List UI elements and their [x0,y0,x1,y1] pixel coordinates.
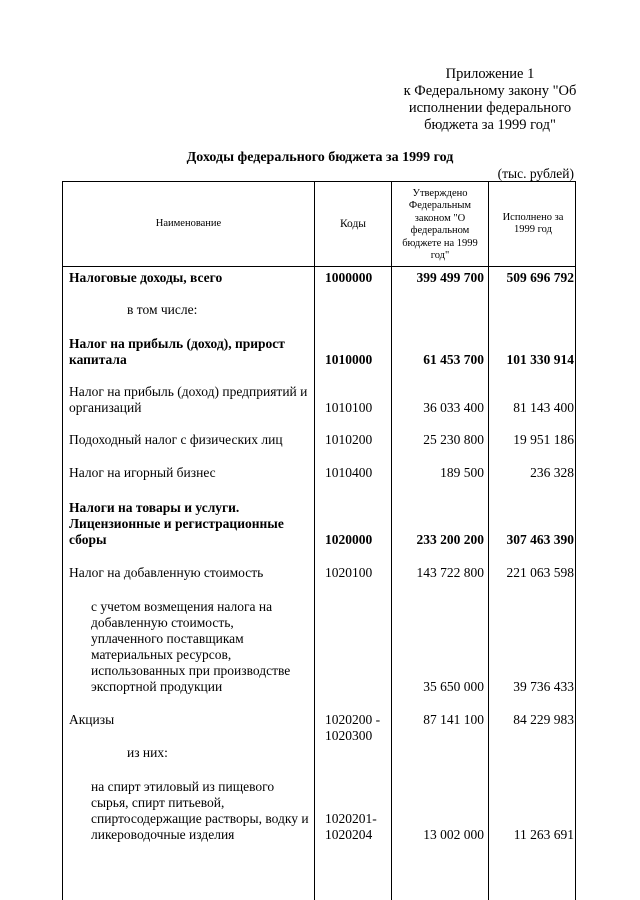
row-name: в том числе: [127,302,198,317]
row-approved: 399 499 700 [416,270,484,285]
row-executed: 11 263 691 [513,827,574,842]
row-name: с учетом возмещения налога на добавленную стоимость, уплаченного поставщикам материальных ресурсов, использованных при производстве экспортной продукции [91,599,291,694]
header-code: Коды [339,217,367,230]
header-executed: Исполнено за 1999 год [502,211,564,235]
column-divider [314,182,315,900]
row-code: 1020201- 1020204 [325,811,377,842]
appendix-line: Приложение 1 [445,66,535,82]
appendix-line: исполнении федерального [408,100,572,116]
row-approved: 25 230 800 [423,432,484,447]
units-label: (тыс. рублей) [497,166,574,181]
row-name: Налог на игорный бизнес [69,465,216,480]
row-name: Подоходный налог с физических лиц [69,432,283,447]
row-executed: 236 328 [530,465,574,480]
row-code: 1010100 [325,400,373,415]
appendix-line: бюджета за 1999 год" [424,117,556,133]
row-approved: 143 722 800 [416,565,484,580]
row-name: Налоги на товары и услуги. Лицензионные и регистрационные сборы [69,500,284,547]
header-name: Наименование [155,217,222,229]
row-executed: 221 063 598 [506,565,574,580]
row-code: 1010000 [325,352,373,367]
row-name: Налог на прибыль (доход), прирост капитала [69,336,285,367]
revenue-table [62,181,576,900]
row-name: Акцизы [69,712,115,727]
row-name: из них: [127,745,168,760]
row-approved: 36 033 400 [423,400,484,415]
appendix-note [380,66,600,134]
row-executed: 39 736 433 [513,679,574,694]
row-code: 1020200 - 1020300 [325,712,381,743]
row-approved: 189 500 [440,465,484,480]
row-approved: 35 650 000 [423,679,484,694]
row-executed: 101 330 914 [506,352,574,367]
row-approved: 61 453 700 [423,352,484,367]
column-divider [391,182,392,900]
row-approved: 87 141 100 [423,712,484,727]
row-code: 1020000 [325,532,373,547]
row-executed: 84 229 983 [513,712,574,727]
row-executed: 81 143 400 [513,400,574,415]
header-divider [63,266,575,267]
row-name: на спирт этиловый из пищевого сырья, спирт питьевой, спиртосодержащие растворы, водку и ликероводочные изделия [91,779,309,842]
row-name: Налоговые доходы, всего [69,270,223,285]
row-approved: 13 002 000 [423,827,484,842]
document-title: Доходы федерального бюджета за 1999 год [186,150,454,165]
row-code: 1010200 [325,432,373,447]
header-approved: Утверждено Федеральным законом "О федеральном бюджете на 1999 год" [402,187,478,261]
row-executed: 509 696 792 [506,270,574,285]
row-code: 1010400 [325,465,373,480]
row-name: Налог на прибыль (доход) предприятий и организаций [69,384,308,415]
row-code: 1020100 [325,565,373,580]
row-approved: 233 200 200 [416,532,484,547]
row-executed: 19 951 186 [513,432,574,447]
appendix-line: к Федеральному закону "Об [403,83,577,99]
row-executed: 307 463 390 [506,532,574,547]
row-name: Налог на добавленную стоимость [69,565,264,580]
row-code: 1000000 [325,270,373,285]
